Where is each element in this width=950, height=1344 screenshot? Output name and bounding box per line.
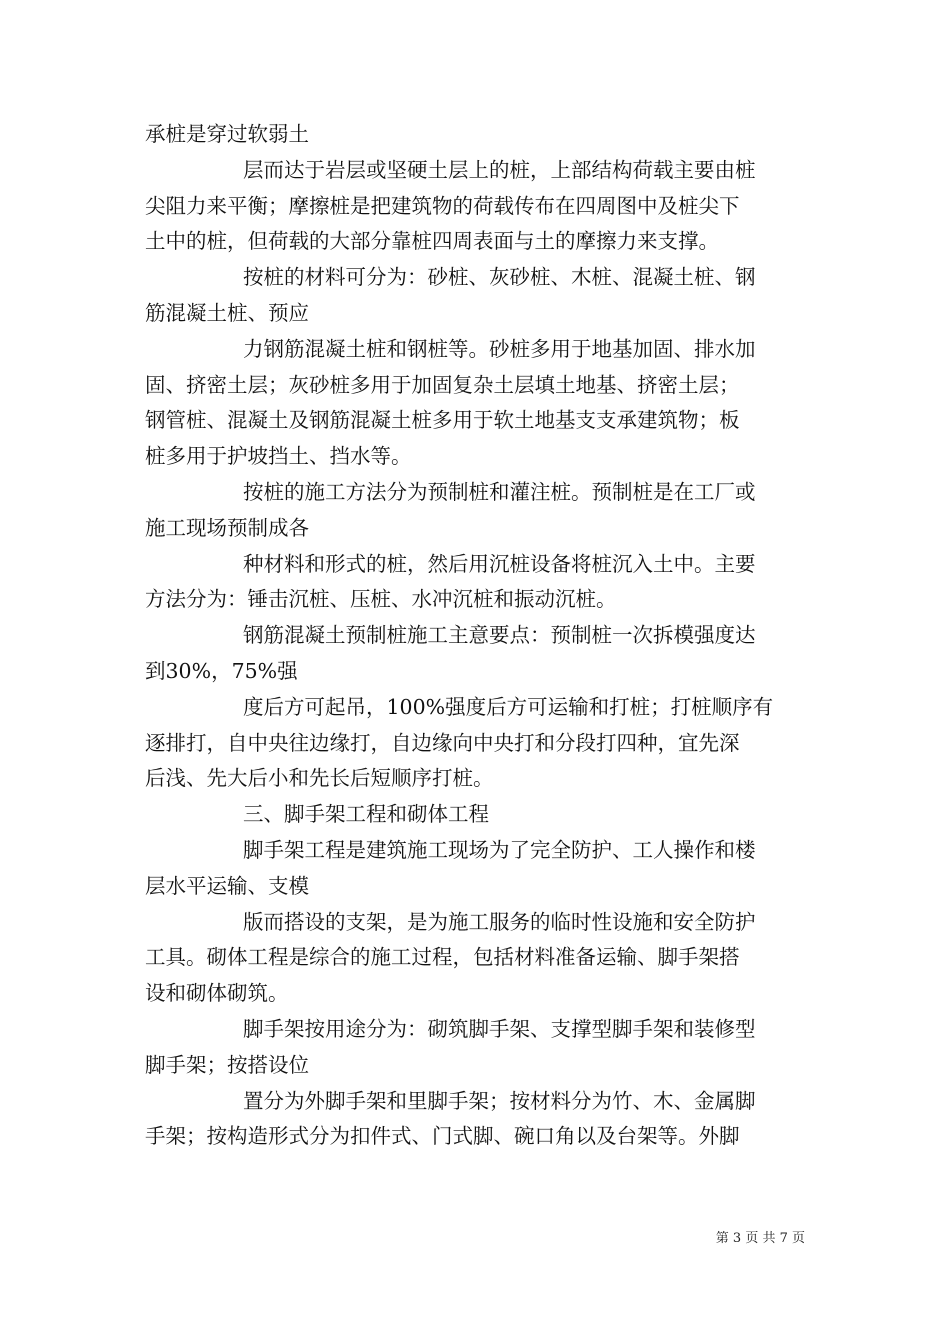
text-line: 力钢筋混凝土桩和钢桩等。砂桩多用于地基加固、排水加: [243, 336, 756, 361]
text-line: 承桩是穿过软弱土: [145, 122, 309, 146]
text-line: 置分为外脚手架和里脚手架；按材料分为竹、木、金属脚: [243, 1088, 756, 1113]
text-line: 设和砌体砌筑。: [145, 981, 289, 1006]
text-line: 按桩的施工方法分为预制桩和灌注桩。预制桩是在工厂或: [243, 479, 756, 504]
text-line: 尖阻力来平衡；摩擦桩是把建筑物的荷载传布在四周图中及桩尖下: [145, 193, 740, 218]
text-line: 筋混凝土桩、预应: [145, 300, 309, 325]
text-line: 层水平运输、支模: [145, 873, 309, 898]
text-line: 脚手架按用途分为：砌筑脚手架、支撑型脚手架和装修型: [243, 1016, 756, 1041]
text-line: 种材料和形式的桩，然后用沉桩设备将桩沉入土中。主要: [243, 551, 756, 576]
text-line: 桩多用于护坡挡土、挡水等。: [145, 444, 412, 469]
page-number-footer: 第 3 页 共 7 页: [715, 1231, 805, 1246]
text-line: 层而达于岩层或坚硬土层上的桩，上部结构荷载主要由桩: [243, 157, 756, 182]
text-line: 版而搭设的支架，是为施工服务的临时性设施和安全防护: [243, 909, 756, 934]
text-line: 度后方可起吊，100%强度后方可运输和打桩；打桩顺序有: [243, 694, 774, 719]
text-line: 固、挤密土层；灰砂桩多用于加固复杂土层填土地基、挤密土层；: [145, 372, 740, 397]
document-body: [145, 117, 810, 1155]
text-line: 土中的桩，但荷载的大部分靠桩四周表面与土的摩擦力来支撑。: [145, 229, 719, 254]
text-line: 方法分为：锤击沉桩、压桩、水冲沉桩和振动沉桩。: [145, 587, 617, 612]
text-line: 钢管桩、混凝土及钢筋混凝土桩多用于软土地基支支承建筑物；板: [145, 408, 740, 433]
text-line: 手架；按构造形式分为扣件式、门式脚、碗口角以及台架等。外脚: [145, 1124, 740, 1149]
text-line: 三、脚手架工程和砌体工程: [243, 802, 489, 827]
text-line: 施工现场预制成各: [145, 515, 309, 540]
text-line: 钢筋混凝土预制桩施工主意要点：预制桩一次拆模强度达: [243, 623, 756, 648]
text-line: 工具。砌体工程是综合的施工过程，包括材料准备运输、脚手架搭: [145, 945, 740, 970]
text-line: 到30%，75%强: [145, 658, 298, 683]
text-line: 逐排打，自中央往边缘打，自边缘向中央打和分段打四种，宜先深: [145, 730, 740, 755]
text-line: 按桩的材料可分为：砂桩、灰砂桩、木桩、混凝土桩、钢: [243, 265, 756, 290]
text-line: 脚手架；按搭设位: [145, 1052, 309, 1077]
text-line: 后浅、先大后小和先长后短顺序打桩。: [145, 766, 494, 791]
text-line: 脚手架工程是建筑施工现场为了完全防护、工人操作和楼: [243, 837, 756, 862]
